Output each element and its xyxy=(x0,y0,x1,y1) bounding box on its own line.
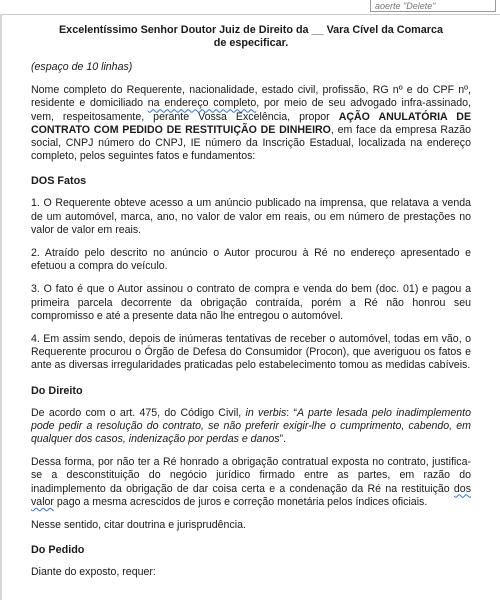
spacer-note: (espaço de 10 linhas) xyxy=(31,61,133,73)
section-heading-direito: Do Direito xyxy=(31,384,83,397)
direito-paragraph-2: Dessa forma, por não ter a Ré honrado a obrigação contratual exposta no contrato, justifica-se a desconstituição do negócio jurídico firmado entre as partes, em razão do inadimplemento da obrigação de dar coisa certa e a condenação da Ré na restituição dos valor pago a mesma acrescidos de juros e correção monetária pelos índices oficiais. xyxy=(31,456,471,508)
legal-quote: A parte lesada pelo inadimplemento pode pedir a resolução do contrato, se não preferir exigir-lhe o cumprimento, cabendo, em qualquer dos casos, indenização por perdas e danos xyxy=(31,406,471,446)
document-title xyxy=(31,24,471,50)
top-toolbar-strip xyxy=(0,0,500,15)
spellcheck-underline: na endereço completo xyxy=(147,97,257,110)
direito-paragraph-3: Nesse sentido, citar doutrina e jurisprudência. xyxy=(31,519,246,532)
pedido-paragraph-1: Diante do exposto, requer: xyxy=(31,566,156,579)
fato-paragraph-4: 4. Em assim sendo, depois de inúmeras tentativas de receber o automóvel, todas em vão, o Requerente procurou o Órgão de Defesa do Consumidor (Procon), que averiguou os fatos e ante as diversas irregularidades praticadas pelo estabelecimento tomou as medidas cabíveis. xyxy=(31,333,471,372)
document-page[interactable] xyxy=(31,24,471,589)
window-left-edge xyxy=(0,14,2,600)
action-name: AÇÃO ANULATÓRIA DE CONTRATO COM PEDIDO DE RESTITUIÇÃO DE DINHEIRO xyxy=(31,110,472,136)
fato-paragraph-1: 1. O Requerente obteve acesso a um anúncio publicado na imprensa, que relatava a venda de um automóvel, marca, ano, no valor de valor em reais, ou em número de prestações no valor de valor em reais. xyxy=(31,197,471,236)
title-line-1: Excelentíssimo Senhor Doutor Juiz de Direito da __ Vara Cível da Comarca xyxy=(58,24,444,36)
section-heading-pedido: Do Pedido xyxy=(31,544,85,557)
fato-paragraph-3: 3. O fato é que o Autor assinou o contrato de compra e venda do bem (doc. 01) e pagou a primeira parcela decorrente da obrigação contraída, porém a Ré não honrou seu compromisso e até a presente data não lhe entregou o automóvel. xyxy=(31,283,471,322)
intro-paragraph: Nome completo do Requerente, nacionalidade, estado civil, profissão, RG nº e do CPF nº, residente e domiciliado na endereço completo, por meio de seu advogado infra-assinado, vem, respeitosamente, perante Vossa Excelência, propor AÇÃO ANULATÓRIA DE CONTRATO COM PEDIDO DE RESTITUIÇÃO DE DINHEIRO, em face da empresa Razão social, CNPJ número do CNPJ, IE número da Inscrição Estadual, localizada na endereço completo, pelos seguintes fatos e fundamentos: xyxy=(31,84,472,163)
title-line-2: de especificar. xyxy=(213,37,289,49)
tooltip-hint: aoerte "Delete" xyxy=(370,0,496,12)
section-heading-fatos: DOS Fatos xyxy=(31,175,87,188)
direito-paragraph-1: De acordo com o art. 475, do Código Civil, in verbis: “A parte lesada pelo inadimplemento pode pedir a resolução do contrato, se não preferir exigir-lhe o cumprimento, cabendo, em qualquer dos casos, indenização por perdas e danos”. xyxy=(31,406,471,446)
spellcheck-underline: dos valor xyxy=(31,482,471,508)
fato-paragraph-2: 2. Atraído pelo descrito no anúncio o Autor procurou à Ré no endereço apresentado e efetuou a compra do veículo. xyxy=(31,247,471,273)
